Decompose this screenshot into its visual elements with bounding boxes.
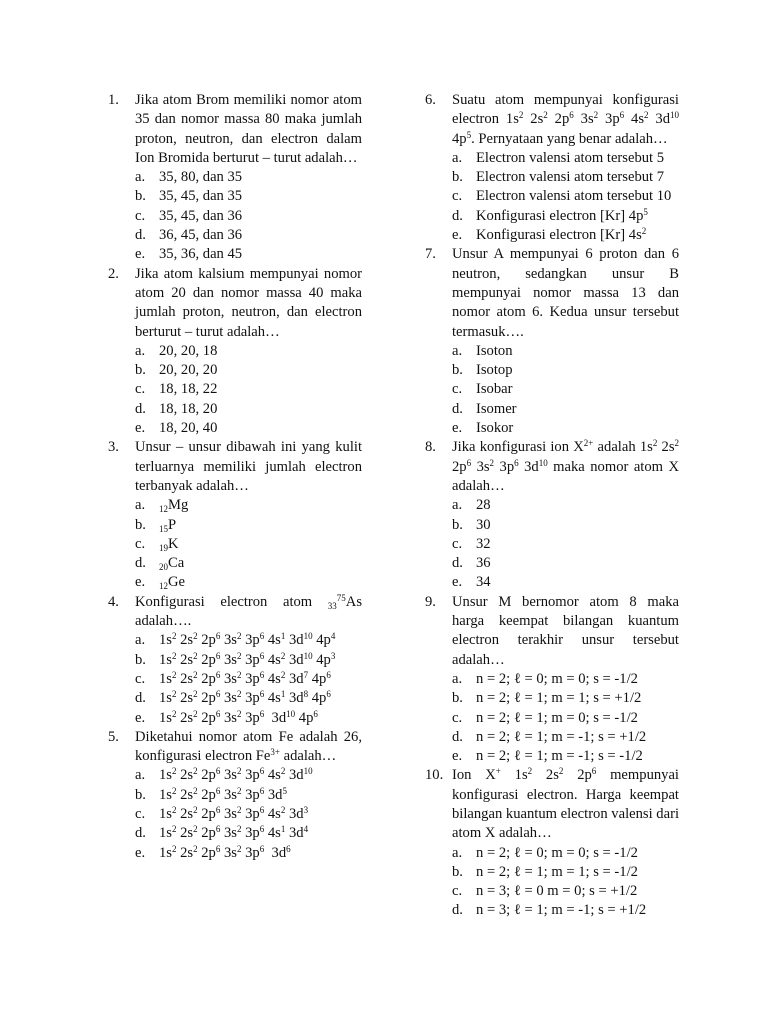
- option-text: Electron valensi atom tersebut 7: [476, 169, 665, 186]
- answer-option: [108, 554, 362, 573]
- question-row: [425, 91, 679, 149]
- option-text: 34: [476, 574, 491, 591]
- option-text: 30: [476, 516, 491, 533]
- question-text: Jika konfigurasi ion $X^{2+}$ adalah $1s^2$ $2s^2$ $2p^6$ $3s^2$ $3p^6$ $3d^{10}$ maka nomor atom X adalah…: [452, 438, 680, 494]
- answer-option: [108, 805, 362, 824]
- answer-option: [108, 573, 362, 592]
- option-text: $_{20}$Ca: [159, 555, 185, 573]
- option-letter: d.: [452, 400, 463, 417]
- answer-option: [425, 844, 679, 863]
- answer-option: [425, 361, 679, 380]
- option-letter: d.: [135, 400, 146, 417]
- answer-option: [108, 535, 362, 554]
- answer-option: [425, 535, 679, 554]
- option-text: n = 2; ℓ = 1; m = -1; s = -1/2: [476, 748, 643, 765]
- option-letter: b.: [452, 690, 463, 707]
- question-row: [108, 438, 362, 496]
- option-text: $_{12}$Ge: [159, 574, 186, 592]
- option-text: Isokor: [476, 420, 514, 437]
- option-letter: b.: [135, 516, 146, 533]
- option-text: $1s^2$ $2s^2$ $2p^6$ $3s^2$ $3p^6$ $4s^1$ $3d^{10}$ $4p^4$: [159, 631, 336, 649]
- option-text: n = 2; ℓ = 1; m = 0; s = -1/2: [476, 709, 638, 726]
- option-text: $1s^2$ $2s^2$ $2p^6$ $3s^2$ $3p^6$ $4s^2$ $3d^{10}$ $4p^3$: [159, 650, 336, 668]
- question-item: [108, 438, 362, 592]
- option-text: 20, 20, 20: [159, 362, 218, 379]
- answer-option: [108, 651, 362, 670]
- option-letter: e.: [135, 574, 146, 591]
- answer-option: [425, 226, 679, 245]
- option-text: 35, 36, dan 45: [159, 246, 243, 263]
- option-text: 36: [476, 555, 491, 572]
- option-text: 18, 18, 22: [159, 381, 218, 398]
- question-number: 5.: [108, 728, 119, 745]
- answer-option: [108, 419, 362, 438]
- option-letter: c.: [135, 381, 146, 398]
- option-text: n = 2; ℓ = 0; m = 0; s = -1/2: [476, 844, 638, 861]
- option-letter: c.: [452, 188, 463, 205]
- answer-option: [425, 496, 679, 515]
- option-letter: e.: [135, 420, 146, 437]
- option-letter: e.: [452, 420, 463, 437]
- option-letter: d.: [135, 690, 146, 707]
- question-text: Unsur A mempunyai 6 proton dan 6 neutron, sedangkan unsur B mempunyai nomor massa 13 dan nomor atom 6. Kedua unsur tersebut termasuk….: [452, 246, 679, 340]
- option-text: 28: [476, 497, 491, 514]
- option-letter: b.: [452, 169, 463, 186]
- question-text: Ion X+ $1s^2$ $2s^2$ $2p^6$ mempunyai konfigurasi electron. Harga keempat bilangan kuantum electron valensi dari atom X adalah…: [452, 766, 679, 842]
- option-letter: d.: [135, 227, 146, 244]
- option-text: $_{19}$K: [159, 535, 179, 553]
- option-letter: b.: [135, 786, 146, 803]
- option-text: Electron valensi atom tersebut 5: [476, 149, 665, 166]
- option-text: n = 2; ℓ = 1; m = 1; s = +1/2: [476, 690, 642, 707]
- question-text: Diketahui nomor atom Fe adalah 26, konfigurasi electron $Fe^{3+}$ adalah…: [135, 728, 362, 765]
- answer-option: [425, 747, 679, 766]
- answer-option: [108, 361, 362, 380]
- option-letter: c.: [452, 381, 463, 398]
- answer-option: [425, 187, 679, 206]
- right-question-column: [425, 91, 679, 921]
- option-text: Konfigurasi electron [Kr] $4s^2$: [476, 226, 647, 244]
- option-text: n = 3; ℓ = 1; m = -1; s = +1/2: [476, 902, 647, 919]
- option-text: 32: [476, 535, 491, 552]
- option-letter: e.: [135, 709, 146, 726]
- question-number: 8.: [425, 439, 436, 456]
- question-number: 9.: [425, 593, 436, 610]
- option-text: 20, 20, 18: [159, 342, 218, 359]
- answer-option: [108, 516, 362, 535]
- answer-option: [425, 573, 679, 592]
- question-row: [425, 593, 679, 670]
- option-text: $1s^2$ $2s^2$ $2p^6$ $3s^2$ $3p^6$ $4s^2$ $3d^3$: [159, 804, 309, 822]
- question-row: [108, 593, 362, 632]
- option-text: 35, 45, dan 35: [159, 188, 243, 205]
- question-number: 7.: [425, 246, 436, 263]
- option-letter: b.: [452, 516, 463, 533]
- option-letter: d.: [135, 825, 146, 842]
- answer-option: [108, 631, 362, 650]
- option-text: $1s^2$ $2s^2$ $2p^6$ $3s^2$ $3p^6$ $4s^1$ $3d^4$: [159, 824, 309, 842]
- option-text: $1s^2$ $2s^2$ $2p^6$ $3s^2$ $3p^6$ $3d^5$: [159, 785, 287, 803]
- answer-option: [425, 380, 679, 399]
- question-item: [108, 91, 362, 265]
- answer-option: [108, 844, 362, 863]
- question-text: Jika atom Brom memiliki nomor atom 35 dan nomor massa 80 maka jumlah proton, neutron, dan electron dalam Ion Bromida berturut – turut adalah…: [135, 92, 362, 166]
- answer-option: [108, 342, 362, 361]
- question-item: [425, 438, 679, 592]
- answer-option: [425, 400, 679, 419]
- option-letter: d.: [452, 207, 463, 224]
- question-item: [108, 593, 362, 728]
- question-row: [108, 91, 362, 168]
- question-item: [425, 593, 679, 767]
- option-text: n = 2; ℓ = 1; m = 1; s = -1/2: [476, 863, 638, 880]
- question-number: 2.: [108, 265, 119, 282]
- answer-option: [425, 689, 679, 708]
- question-row: [108, 265, 362, 342]
- option-text: Isomer: [476, 400, 517, 417]
- question-item: [425, 91, 679, 245]
- option-letter: a.: [452, 342, 463, 359]
- answer-option: [108, 226, 362, 245]
- question-item: [425, 766, 679, 920]
- answer-option: [108, 400, 362, 419]
- option-text: 18, 18, 20: [159, 400, 218, 417]
- option-text: n = 2; ℓ = 1; m = -1; s = +1/2: [476, 728, 647, 745]
- answer-option: [425, 863, 679, 882]
- option-letter: b.: [135, 188, 146, 205]
- option-text: $_{12}$Mg: [159, 497, 189, 515]
- option-letter: b.: [452, 362, 463, 379]
- question-item: [108, 728, 362, 863]
- question-text: Jika atom kalsium mempunyai nomor atom 20 dan nomor massa 40 maka jumlah proton, neutron, dan electron berturut – turut adalah…: [135, 265, 362, 340]
- option-letter: a.: [135, 767, 146, 784]
- answer-option: [108, 709, 362, 728]
- option-letter: d.: [452, 902, 463, 919]
- option-letter: e.: [452, 748, 463, 765]
- question-number: 4.: [108, 593, 119, 610]
- option-text: 18, 20, 40: [159, 420, 218, 437]
- option-letter: a.: [135, 497, 146, 514]
- answer-option: [425, 516, 679, 535]
- option-text: Isotop: [476, 362, 513, 379]
- option-text: $1s^2$ $2s^2$ $2p^6$ $3s^2$ $3p^6$ $3d^6$: [159, 843, 291, 861]
- question-row: [425, 766, 679, 843]
- answer-option: [108, 245, 362, 264]
- option-letter: b.: [135, 651, 146, 668]
- option-letter: a.: [135, 632, 146, 649]
- answer-option: [108, 824, 362, 843]
- option-text: $1s^2$ $2s^2$ $2p^6$ $3s^2$ $3p^6$ $4s^2$ $3d^{10}$: [159, 766, 313, 784]
- question-text: Konfigurasi electron atom $_{33}^{75}$As adalah….: [135, 592, 362, 630]
- question-text: Suatu atom mempunyai konfigurasi electron $1s^2$ $2s^2$ $2p^6$ $3s^2$ $3p^6$ $4s^2$ $3d^{10}$ $4p^5$. Pernyataan yang benar adalah…: [452, 92, 679, 147]
- answer-option: [108, 380, 362, 399]
- answer-option: [108, 689, 362, 708]
- answer-option: [425, 149, 679, 168]
- question-text: Unsur M bernomor atom 8 maka harga keempat bilangan kuantum electron terakhir unsur tersebut adalah…: [452, 593, 679, 668]
- answer-option: [425, 709, 679, 728]
- option-text: n = 2; ℓ = 0; m = 0; s = -1/2: [476, 670, 638, 687]
- question-number: 1.: [108, 92, 119, 108]
- option-text: Electron valensi atom tersebut 10: [476, 188, 672, 205]
- question-number: 10.: [425, 767, 444, 784]
- option-text: 36, 45, dan 36: [159, 227, 243, 244]
- option-letter: c.: [135, 805, 146, 822]
- option-text: 35, 80, dan 35: [159, 169, 243, 186]
- option-letter: a.: [135, 342, 146, 359]
- answer-option: [108, 187, 362, 206]
- option-text: n = 3; ℓ = 0 m = 0; s = +1/2: [476, 883, 638, 900]
- question-number: 6.: [425, 92, 436, 108]
- option-letter: e.: [135, 246, 146, 263]
- answer-option: [108, 496, 362, 515]
- answer-option: [108, 786, 362, 805]
- option-letter: d.: [452, 555, 463, 572]
- question-item: [425, 245, 679, 438]
- option-letter: a.: [135, 169, 146, 186]
- answer-option: [425, 554, 679, 573]
- question-row: [425, 438, 679, 496]
- option-text: Konfigurasi electron [Kr] $4p^5$: [476, 206, 648, 224]
- option-letter: e.: [135, 844, 146, 861]
- option-letter: d.: [135, 555, 146, 572]
- answer-option: [108, 168, 362, 187]
- answer-option: [425, 168, 679, 187]
- answer-option: [425, 670, 679, 689]
- question-row: [108, 728, 362, 767]
- answer-option: [108, 670, 362, 689]
- option-text: $1s^2$ $2s^2$ $2p^6$ $3s^2$ $3p^6$ $3d^{10}$ $4p^6$: [159, 708, 318, 726]
- option-letter: b.: [135, 362, 146, 379]
- answer-option: [425, 207, 679, 226]
- option-text: Isobar: [476, 381, 513, 398]
- answer-option: [425, 419, 679, 438]
- option-letter: c.: [452, 883, 463, 900]
- option-letter: b.: [452, 863, 463, 880]
- answer-option: [108, 207, 362, 226]
- option-letter: d.: [452, 728, 463, 745]
- question-row: [425, 245, 679, 341]
- answer-option: [425, 882, 679, 901]
- answer-option: [108, 766, 362, 785]
- answer-option: [425, 901, 679, 920]
- question-number: 3.: [108, 439, 119, 456]
- left-question-column: [108, 91, 362, 863]
- option-text: $_{15}$P: [159, 516, 177, 534]
- option-letter: c.: [135, 207, 146, 224]
- answer-option: [425, 342, 679, 361]
- option-letter: e.: [452, 227, 463, 244]
- option-text: Isoton: [476, 342, 513, 359]
- option-letter: c.: [135, 670, 146, 687]
- option-text: $1s^2$ $2s^2$ $2p^6$ $3s^2$ $3p^6$ $4s^1$ $3d^8$ $4p^6$: [159, 689, 331, 707]
- option-letter: a.: [452, 497, 463, 514]
- answer-option: [425, 728, 679, 747]
- option-text: $1s^2$ $2s^2$ $2p^6$ $3s^2$ $3p^6$ $4s^2$ $3d^7$ $4p^6$: [159, 669, 331, 687]
- option-letter: a.: [452, 149, 463, 166]
- option-letter: a.: [452, 670, 463, 687]
- question-text: Unsur – unsur dibawah ini yang kulit terluarnya memiliki jumlah electron terbanyak adalah…: [135, 439, 362, 494]
- option-letter: a.: [452, 844, 463, 861]
- question-item: [108, 265, 362, 439]
- option-letter: c.: [452, 535, 463, 552]
- option-text: 35, 45, dan 36: [159, 207, 243, 224]
- option-letter: c.: [135, 535, 146, 552]
- option-letter: e.: [452, 574, 463, 591]
- option-letter: c.: [452, 709, 463, 726]
